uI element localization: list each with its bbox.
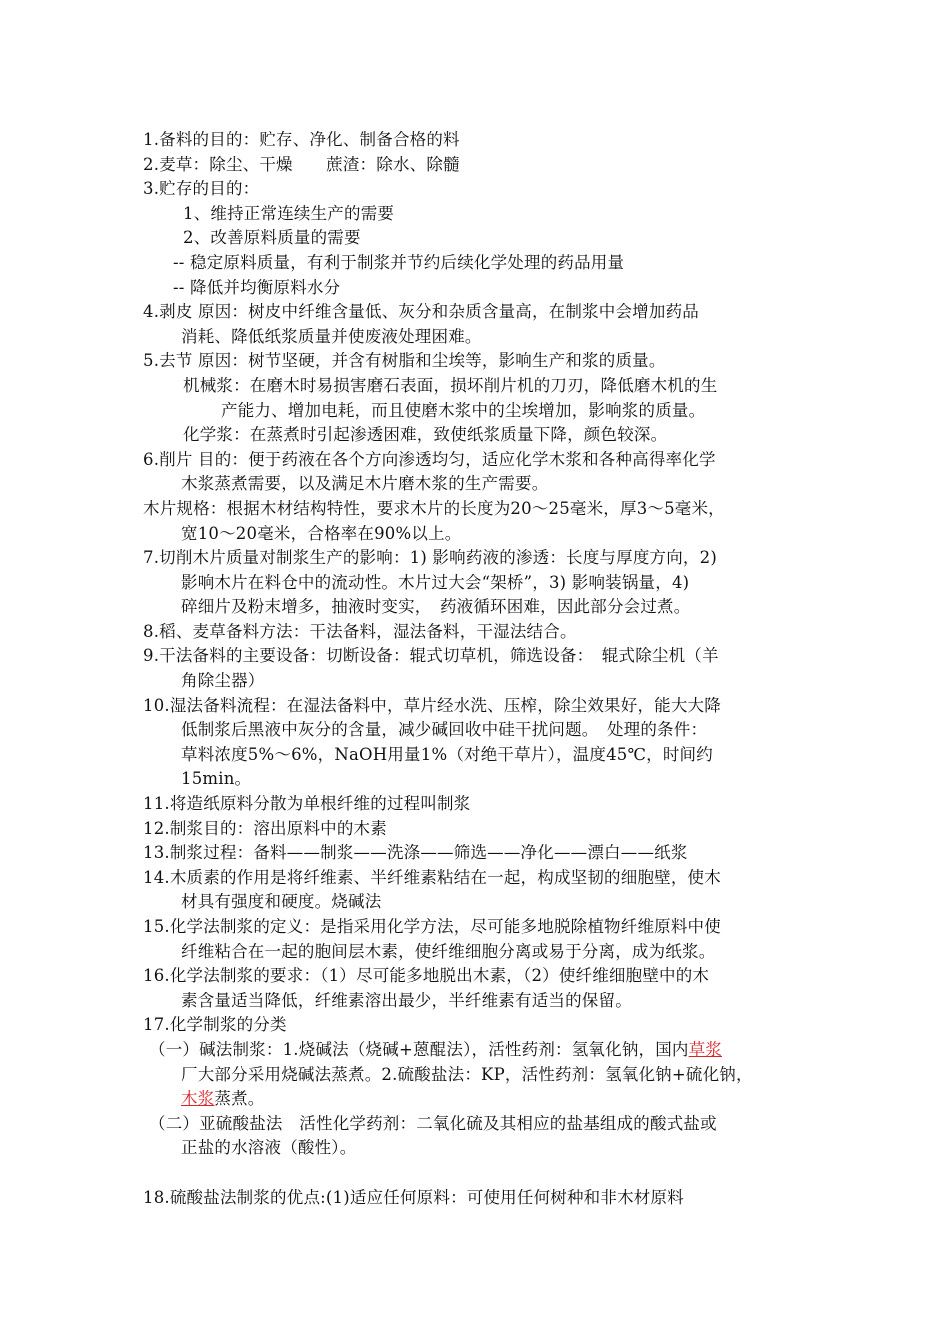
text-line: 产能力、增加电耗，而且使磨木浆中的尘埃增加，影响浆的质量。 — [221, 400, 706, 420]
text-line: 15min。 — [181, 769, 252, 789]
text-line: 8.稻、麦草备料方法：干法备料，湿法备料，干湿法结合。 — [143, 621, 577, 641]
text-line: 机械浆：在磨木时易损害磨石表面，损坏削片机的刀刃，降低磨木机的生 — [183, 375, 718, 395]
text-line: 1、维持正常连续生产的需要 — [183, 203, 395, 223]
alkali-method-line-1 — [143, 1038, 823, 1063]
text-line: 草料浓度5%～6%，NaOH用量1%（对绝干草片），温度45℃，时间约 — [181, 744, 713, 764]
text-line: 消耗、降低纸浆质量并使废液处理困难。 — [181, 326, 482, 346]
text-line: 4.剥皮 原因：树皮中纤维含量低、灰分和杂质含量高，在制浆中会增加药品 — [143, 302, 699, 322]
text-line: 2、改善原料质量的需要 — [183, 228, 361, 248]
alkali-method-text: （一）碱法制浆：1.烧碱法（烧碱+蒽醌法），活性药剂：氢氧化钠，国内 — [149, 1039, 689, 1059]
text-line: 10.湿法备料流程：在湿法备料中，草片经水洗、压榨，除尘效果好，能大大降 — [143, 695, 721, 715]
document-body — [143, 128, 823, 1210]
text-line: 宽10～20毫米，合格率在90%以上。 — [181, 523, 462, 543]
text-line: 影响木片在料仓中的流动性。木片过大会“架桥”，3) 影响装锅量，4) — [181, 572, 690, 592]
text-line: 素含量适当降低，纤维素溶出最少，半纤维素有适当的保留。 — [181, 990, 632, 1010]
text-line: 16.化学法制浆的要求：（1）尽可能多地脱出木素，（2）使纤维细胞壁中的木 — [143, 966, 710, 986]
sulfite-method-line-2: 正盐的水溶液（酸性）。 — [181, 1138, 357, 1158]
kraft-advantages-line: 18.硫酸盐法制浆的优点:(1)适应任何原料：可使用任何树种和非木材原料 — [143, 1187, 684, 1207]
text-line: 角除尘器） — [181, 671, 265, 691]
wood-pulp-link[interactable]: 木浆 — [181, 1089, 215, 1109]
alkali-method-suffix: 蒸煮。 — [214, 1089, 265, 1109]
text-line: 7.切削木片质量对制浆生产的影响：1) 影响药液的渗透：长度与厚度方向，2) — [143, 548, 717, 568]
straw-pulp-link[interactable]: 草浆 — [688, 1039, 723, 1059]
text-line: 碎细片及粉末增多，抽液时变实， 药液循环困难，因此部分会过煮。 — [181, 597, 691, 617]
text-line: 纤维粘合在一起的胞间层木素，使纤维细胞分离或易于分离，成为纸浆。 — [181, 941, 716, 961]
sulfite-method-line-1: （二）亚硫酸盐法 活性化学药剂：二氧化硫及其相应的盐基组成的酸式盐或 — [149, 1113, 717, 1133]
text-line: 15.化学法制浆的定义：是指采用化学方法，尽可能多地脱除植物纤维原料中使 — [143, 917, 721, 936]
text-lines — [143, 128, 823, 1038]
text-line: 6.削片 目的：便于药液在各个方向渗透均匀，适应化学木浆和各种高得率化学 — [143, 449, 716, 469]
text-line: 13.制浆过程：备料——制浆——洗涤——筛选——净化——漂白——纸浆 — [143, 843, 688, 863]
text-line: 17.化学制浆的分类 — [143, 1015, 287, 1035]
text-line: 木浆蒸煮需要，以及满足木片磨木浆的生产需要。 — [181, 474, 549, 494]
text-line: -- 降低并均衡原料水分 — [173, 277, 341, 297]
text-line: 3.贮存的目的： — [143, 179, 260, 199]
blank-line — [143, 1161, 823, 1186]
text-line: 2.麦草：除尘、干燥 蔗渣：除水、除髓 — [143, 154, 460, 174]
text-line: 1.备料的目的：贮存、净化、制备合格的料 — [143, 130, 460, 149]
text-line: 9.干法备料的主要设备：切断设备：辊式切草机，筛选设备： 辊式除尘机（羊 — [143, 646, 719, 666]
text-line: 材具有强度和硬度。烧碱法 — [181, 892, 382, 912]
text-line: 11.将造纸原料分散为单根纤维的过程叫制浆 — [143, 794, 471, 814]
text-line: 5.去节 原因：树节坚硬，并含有树脂和尘埃等，影响生产和浆的质量。 — [143, 351, 666, 371]
text-line: 12.制浆目的：溶出原料中的木素 — [143, 818, 387, 838]
alkali-method-line-3 — [143, 1087, 823, 1112]
alkali-method-line-2: 厂大部分采用烧碱法蒸煮。2.硫酸盐法：KP，活性药剂：氢氧化钠+硫化钠， — [181, 1064, 753, 1084]
text-line: 14.木质素的作用是将纤维素、半纤维素粘结在一起，构成坚韧的细胞壁，使木 — [143, 867, 721, 887]
text-line: -- 稳定原料质量，有利于制浆并节约后续化学处理的药品用量 — [173, 252, 625, 272]
text-line: 化学浆：在蒸煮时引起渗透困难，致使纸浆质量下降，颜色较深。 — [183, 425, 668, 445]
text-line: 木片规格：根据木材结构特性，要求木片的长度为20～25毫米，厚3～5毫米， — [143, 498, 725, 518]
text-line: 低制浆后黑液中灰分的含量，减少碱回收中硅干扰问题。 处理的条件： — [181, 720, 708, 740]
